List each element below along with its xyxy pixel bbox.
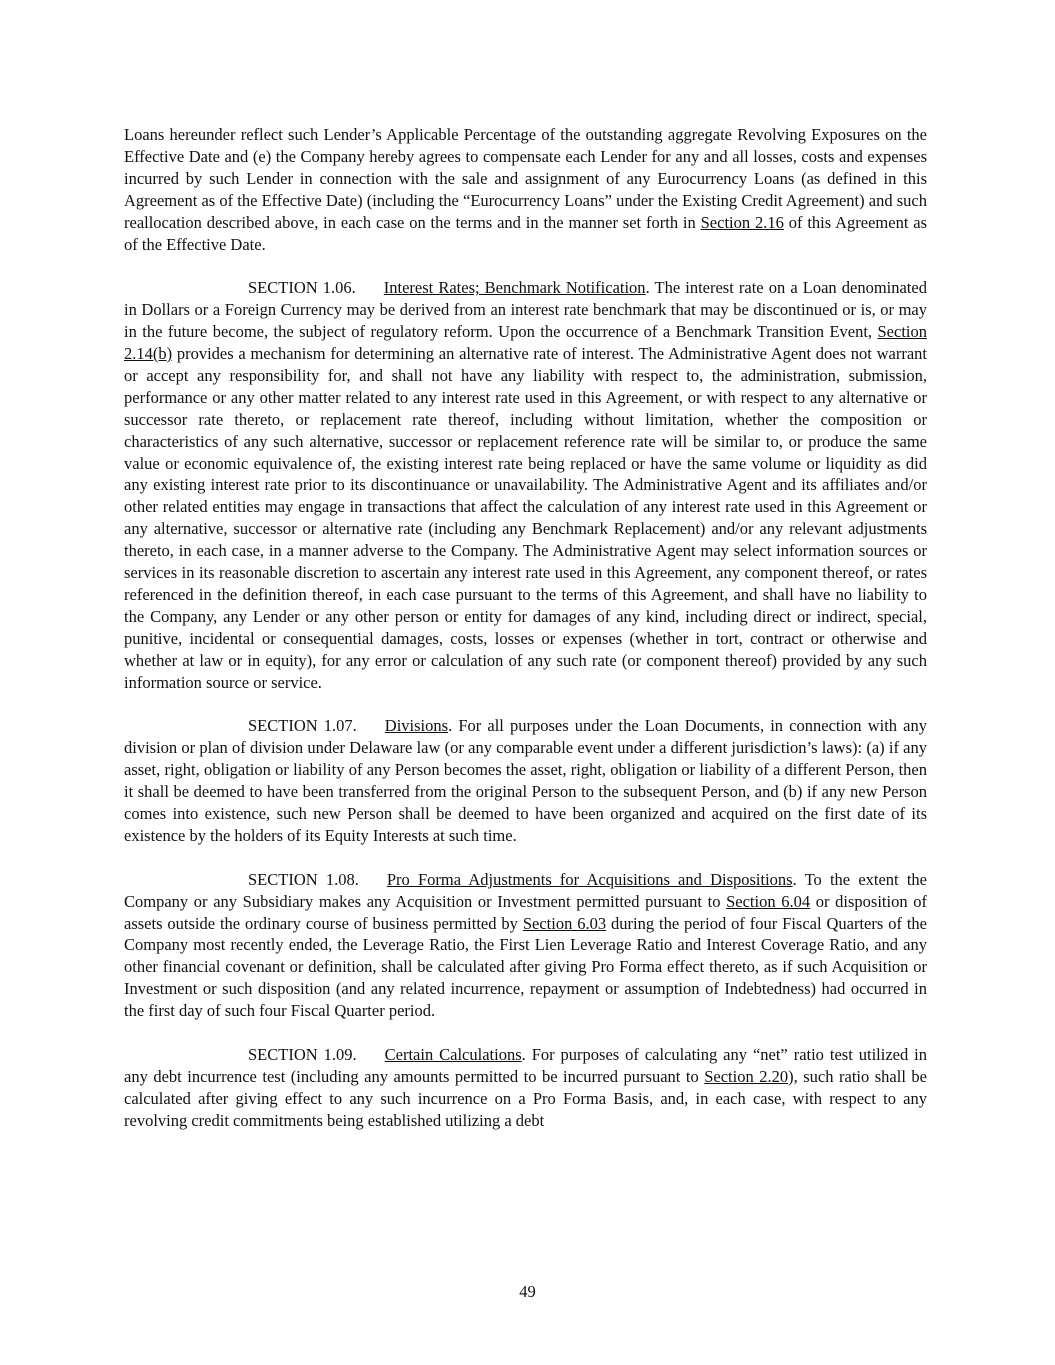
paragraph-text: . To the extent the Company or any Subsidiary makes any Acquisition or Investment permitted pursuant to [124,869,927,911]
paragraph-text: during the period of four Fiscal Quarters of the Company most recently ended, the Leverage Ratio, the First Lien Leverage Ratio and Interest Coverage Ratio, and any other financial covenant or definition, shall be calculated after giving Pro Forma effect thereto, as if such Acquisition or Investment or such disposition (and any related incurrence, repayment or assumption of Indebtedness) had occurred in the first day of such four Fiscal Quarter period. [124,913,928,1021]
section-reference: Section 2.20 [704,1066,789,1086]
document-body [124,124,927,1154]
section-reference: Section 2.14(b) [124,322,927,364]
paragraph-text: or disposition of assets outside the ordinary course of business permitted by [124,891,927,933]
paragraph-continuation [124,124,927,255]
section-number: SECTION 1.09. [248,1045,357,1064]
paragraph-text: ), such ratio shall be calculated after giving effect to any such incurrence on a Pro Forma Basis, and, in each case, with respect to any revolving credit commitments being established utilizing a debt [124,1066,927,1130]
section-heading: Divisions [384,716,449,736]
section-1-09 [124,1044,927,1132]
section-reference: Section 6.03 [522,913,607,933]
section-number: SECTION 1.07. [248,716,357,736]
page-number: 49 [519,1282,536,1301]
section-1-08 [124,869,927,1022]
section-1-07 [124,715,927,846]
paragraph-text: provides a mechanism for determining an alternative rate of interest. The Administrative Agent does not warrant or accept any responsibility for, and shall not have any liability with respect to, the administration, submission, performance or any other matter related to any interest rate used in this Agreement, or with respect to any alternative or successor rate thereto, or replacement rate thereof, including without limitation, whether the composition or characteristics of any such alternative, successor or replacement reference rate will be similar to, or produce the same value or economic equivalence of, the existing interest rate being replaced or have the same volume or liquidity as did any existing interest rate prior to its discontinuance or unavailability. The Administrative Agent and its affiliates and/or other related entities may engage in transactions that affect the calculation of any interest rate used in this Agreement or any alternative, successor or alternative rate (including any Benchmark Replacement) and/or any relevant adjustments thereto, in each case, in a manner adverse to the Company. The Administrative Agent may select information sources or services in its reasonable discretion to ascertain any interest rate used in this Agreement, any component thereof, or rates referenced in the definition thereof, in each case pursuant to the terms of this Agreement, and shall have no liability to the Company, any Lender or any other person or entity for damages of any kind, including direct or indirect, special, punitive, incidental or consequential damages, costs, losses or expenses (whether in tort, contract or otherwise and whether at law or in equity), for any error or calculation of any such rate (or component thereof) provided by any such information source or service. [124,344,927,692]
paragraph-text: . For purposes of calculating any “net” ratio test utilized in any debt incurrence test (including any amounts permitted to be incurred pursuant to [124,1045,927,1086]
section-heading: Certain Calculations [384,1045,522,1064]
section-number: SECTION 1.08. [248,869,359,889]
paragraph-text: . The interest rate on a Loan denominated in Dollars or a Foreign Currency may be derived from an interest rate benchmark that may be discontinued or is, or may in the future become, the subject of regulatory reform. Upon the occurrence of a Benchmark Transition Event, [124,278,927,342]
section-number: SECTION 1.06. [248,278,356,298]
paragraph-text: . For all purposes under the Loan Documents, in connection with any division or plan of division under Delaware law (or any comparable event under a different jurisdiction’s laws): (a) if any asset, right, obligation or liability of any Person becomes the asset, right, obligation or liability of a different Person, then it shall be deemed to have been transferred from the original Person to the subsequent Person, and (b) if any new Person comes into existence, such new Person shall be deemed to have been organized and acquired on the first date of its existence by the holders of its Equity Interests at such time. [124,716,927,845]
section-reference: Section 2.16 [700,212,784,232]
paragraph-text: of this Agreement as of the Effective Date. [124,212,928,254]
paragraph-text: Loans hereunder reflect such Lender’s Applicable Percentage of the outstanding aggregate Revolving Exposures on the Effective Date and (e) the Company hereby agrees to compensate each Lender for any and all losses, costs and expenses incurred by such Lender in connection with the sale and assignment of any Eurocurrency Loans (as defined in this Agreement as of the Effective Date) (including the “Eurocurrency Loans” under the Existing Credit Agreement) and such reallocation described above, in each case on the terms and in the manner set forth in [124,125,927,232]
section-reference: Section 6.04 [726,891,811,911]
section-heading: Interest Rates; Benchmark Notification [383,278,646,298]
section-heading: Pro Forma Adjustments for Acquisitions and Dispositions [386,869,793,889]
section-1-06 [124,277,927,693]
